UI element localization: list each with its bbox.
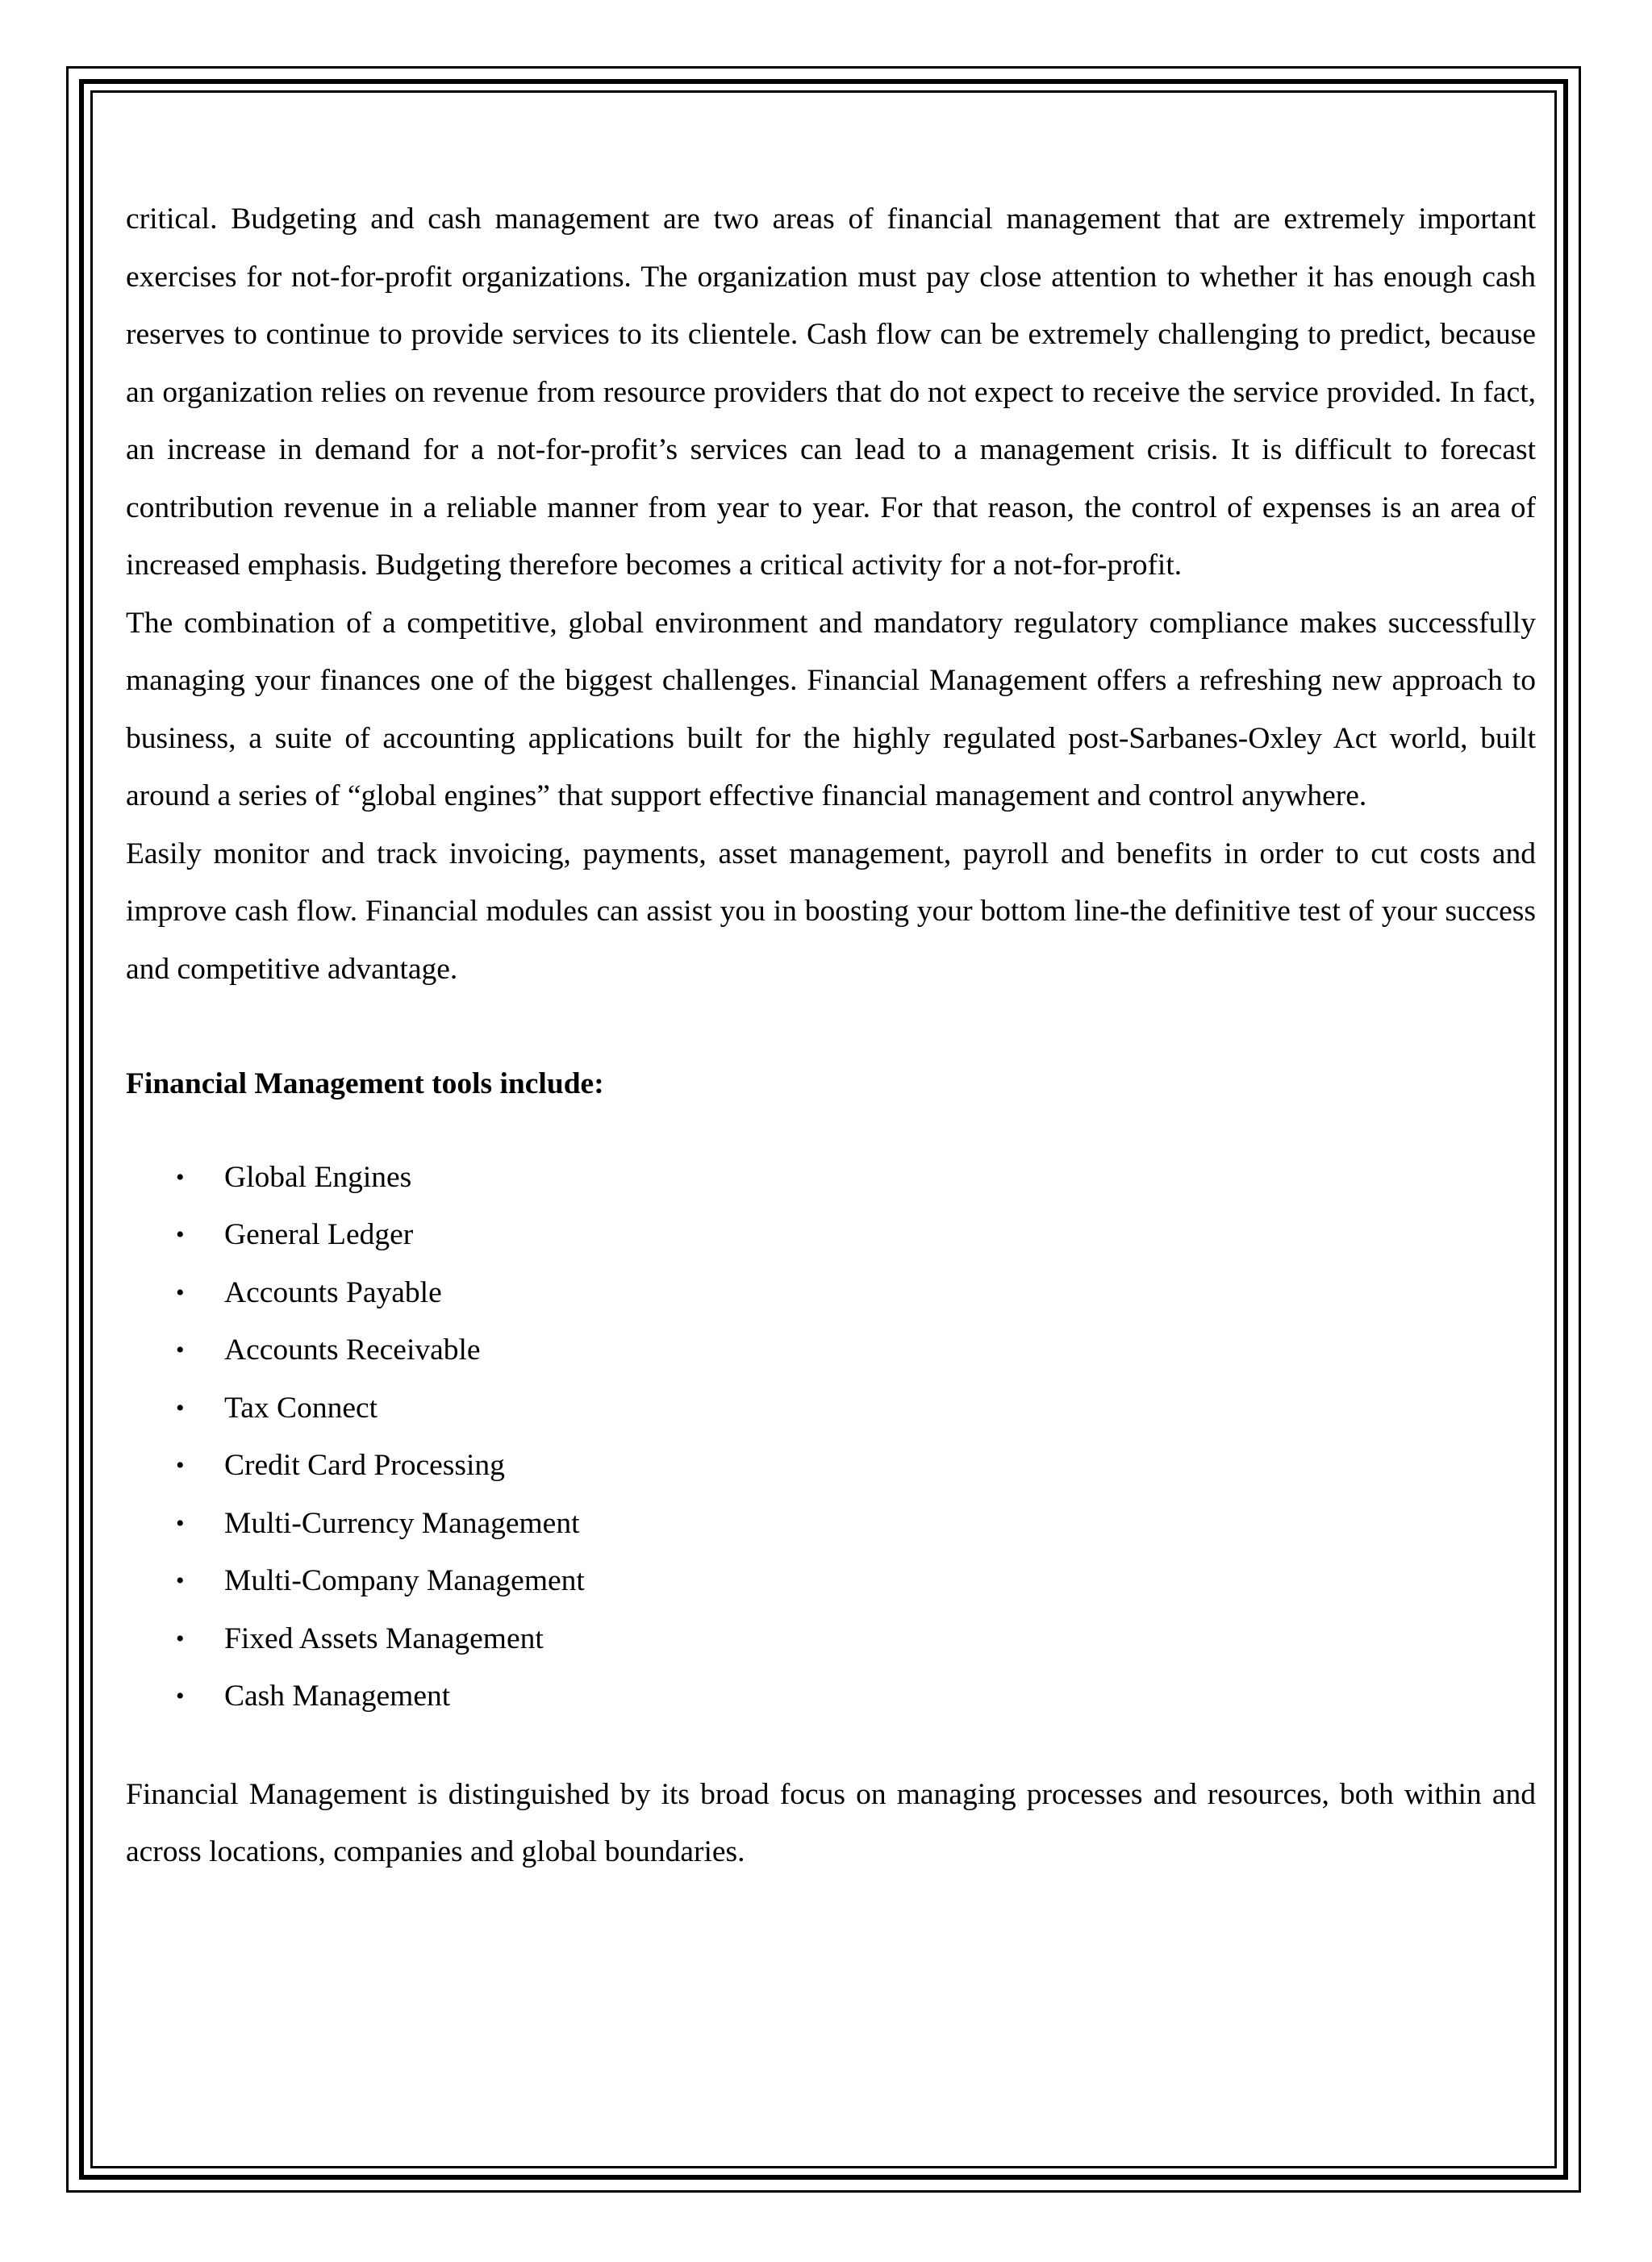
list-item: [126, 1552, 1536, 1610]
paragraph-monitor-track: Easily monitor and track invoicing, payments, asset management, payroll and benefits in order to cut costs and improve cash flow. Financial modules can assist you in boosting your bottom line-the definitive test of your success and competitive advantage.: [126, 837, 1536, 986]
tools-heading: Financial Management tools include:: [126, 1067, 604, 1100]
bullet-icon: •: [176, 1163, 185, 1191]
list-item: [126, 1667, 1536, 1726]
bullet-icon: •: [176, 1279, 185, 1306]
list-item-label: General Ledger: [224, 1218, 414, 1251]
list-item-label: Multi-Currency Management: [224, 1506, 580, 1540]
list-item: [126, 1610, 1536, 1668]
list-item-label: Tax Connect: [224, 1391, 378, 1425]
list-item-label: Credit Card Processing: [224, 1449, 505, 1482]
list-item: [126, 1437, 1536, 1495]
bullet-icon: •: [176, 1221, 185, 1248]
list-item: [126, 1495, 1536, 1553]
page-content: [126, 190, 1536, 1881]
list-item: [126, 1206, 1536, 1264]
list-item-label: Cash Management: [224, 1680, 451, 1713]
list-item-label: Multi-Company Management: [224, 1564, 585, 1597]
bullet-icon: •: [176, 1394, 185, 1421]
bullet-icon: •: [176, 1683, 185, 1709]
bullet-icon: •: [176, 1509, 185, 1537]
list-item-label: Accounts Payable: [224, 1275, 442, 1309]
paragraph-global-environment: The combination of a competitive, global environment and mandatory regulatory compliance makes successfully managing your finances one of the biggest challenges. Financial Management offers a refreshing new approach to business, a suite of accounting applications built for the highly regulated post-Sarbanes-Oxley Act world, built around a series of “global engines” that support effective financial management and control anywhere.: [126, 606, 1536, 812]
paragraph-budgeting: critical. Budgeting and cash management are two areas of financial management that are extremely important exercises for not-for-profit organizations. The organization must pay close attention to whether it has enough cash reserves to continue to provide services to its clientele. Cash flow can be extremely challenging to predict, because an organization relies on revenue from resource providers that do not expect to receive the service provided. In fact, an increase in demand for a not-for-profit’s services can lead to a management crisis. It is difficult to forecast contribution revenue in a reliable manner from year to year. For that reason, the control of expenses is an area of increased emphasis. Budgeting therefore becomes a critical activity for a not-for-profit.: [126, 202, 1536, 582]
paragraph-closing: Financial Management is distinguished by its broad focus on managing processes and resources, both within and across locations, companies and global boundaries.: [126, 1777, 1536, 1868]
list-item: [126, 1264, 1536, 1322]
tools-list: [126, 1149, 1536, 1726]
list-item: [126, 1149, 1536, 1207]
bullet-icon: •: [176, 1337, 185, 1363]
bullet-icon: •: [176, 1625, 185, 1652]
bullet-icon: •: [176, 1567, 185, 1594]
list-item: [126, 1379, 1536, 1438]
list-item-label: Fixed Assets Management: [224, 1621, 544, 1655]
list-item-label: Global Engines: [224, 1160, 412, 1194]
list-item-label: Accounts Receivable: [224, 1333, 481, 1367]
bullet-icon: •: [176, 1452, 185, 1479]
list-item: [126, 1321, 1536, 1379]
